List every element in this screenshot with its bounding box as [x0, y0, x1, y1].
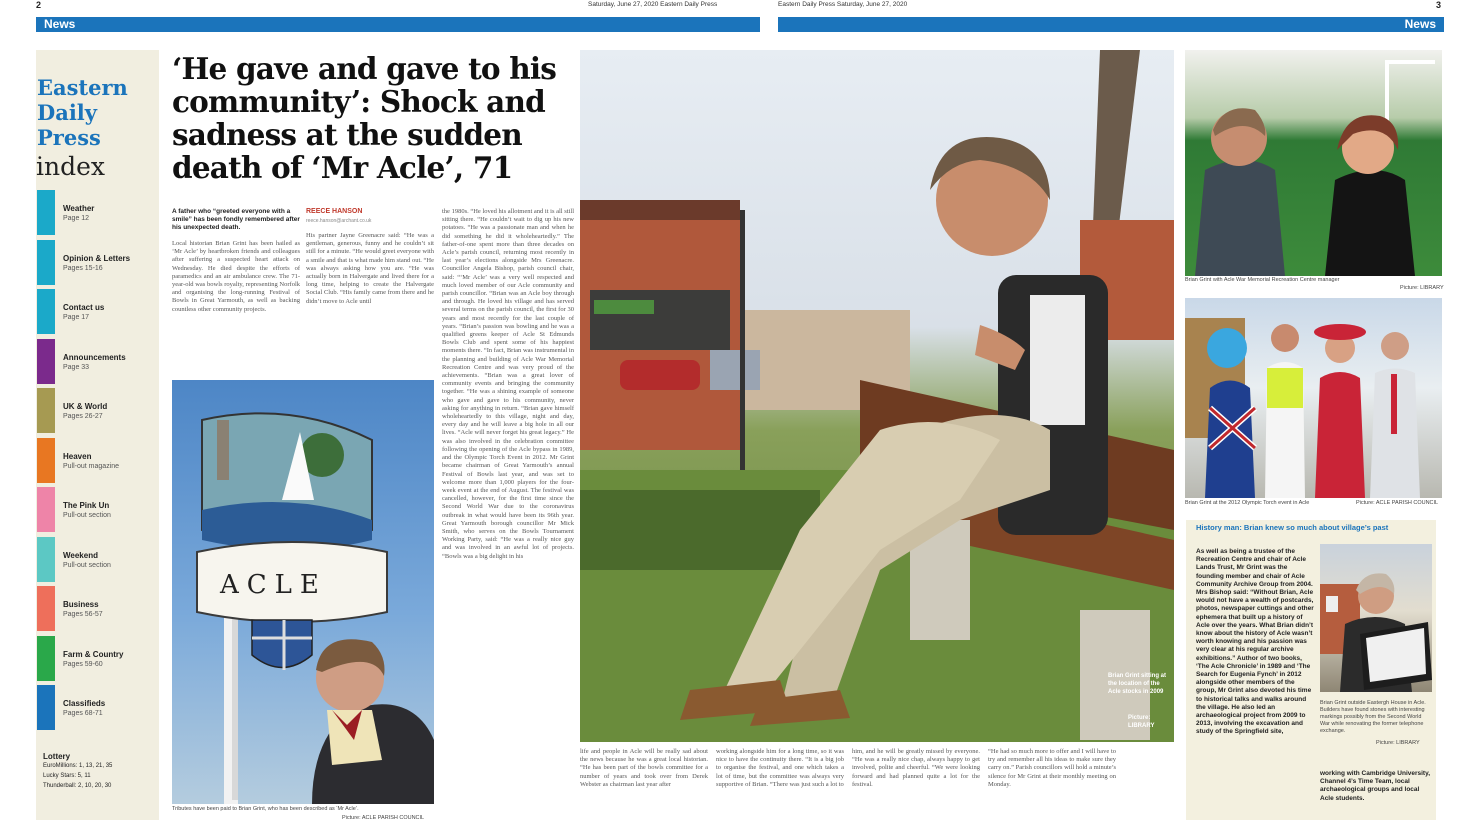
- lottery-line: EuroMillions: 1, 13, 21, 35: [43, 763, 113, 769]
- lottery-line: Thunderball: 2, 10, 20, 30: [43, 783, 112, 789]
- index-item-label: Heaven: [63, 451, 92, 461]
- index-item: [37, 487, 159, 532]
- sign-word: ACLE: [220, 570, 327, 600]
- index-item-label: Business: [63, 600, 99, 609]
- history-photo-caption: Brian Grint outside Eastergh House in Acle. Builders have found stones with interesting markings possibly from the Second World War while renovating the former telephone exchange.: [1320, 700, 1426, 734]
- article-col-6: him, and he will be greatly missed by everyone. “He was a really nice chap, always happy to get involved, polite and cheerful. “We were looking forward and had planned quite a lot for the festival.: [852, 748, 980, 788]
- bench-photo-caption: Brian Grint sitting at the location of the Acle stocks in 2009: [1108, 673, 1167, 695]
- article-col-7: “He had so much more to offer and I will have to try and remember all his ideas to make sure they carry on.” Parish councillors will hold a minute’s silence for Mr Grint at their monthly meeting on Monday.: [988, 748, 1116, 788]
- index-item-label: Announcements: [63, 352, 126, 362]
- olympic-photo: [1185, 298, 1442, 498]
- index-item-page: Pages 15-16: [63, 264, 103, 272]
- index-color-swatch: [37, 289, 55, 334]
- right-page-folio: 3: [1436, 0, 1442, 10]
- index-title: index: [36, 152, 105, 181]
- index-item-label: Weekend: [63, 550, 98, 560]
- history-photo: [1320, 544, 1432, 692]
- index-color-swatch: [37, 388, 55, 433]
- index-item-label: Weather: [63, 204, 95, 213]
- article-col-3: the 1980s. “He loved his allotment and it is all still sitting there. “He couldn’t wait to dig up his new potatoes. “He was a passionate man and when he did something he did it wholeheartedly.” The father-of-one spent more than three decades on Acle’s parish council, returning most recently in last year’s elections alongside Mrs Greenacre. Councillor Angela Bishop, parish council chair, said: “‘Mr Acle’ was a very well respected and much loved member of our Acle community and parish councillor. “Brian was an Acle boy through and through. He loved his village and has served several terms on the parish council, the first for 30 years and most recently for the last couple of years. “Brian’s passion was bowling and he was a qualified greens keeper of Acle St Edmunds Bowls Club and spent some of his happiest moments there. “In fact, Brian was instrumental in the planning and building of Acle War Memorial Recreation Centre and was very proud of the achievements. “Brian was a great lover of community events and bringing the community together. “He was a shining example of someone who gave and gave to his community, never asking for anything in return. “Brian gave himself wholeheartedly to this village, night and day, every day and he will leave a big hole in all our lives. “Acle will never forget his great legacy.” He was also involved in the celebration committee following the opening of the Acle bypass in 1989, and the Olympic Torch Event in 2012. Mr Grint became chairman of Great Yarmouth’s annual Festival of Bowls last year, and was set to welcome more than 1,000 players for the four-week event at the end of August. The festival was cancelled, however, for the first time since the Second World War due to the coronavirus outbreak in what would have been its 96th year. Great Yarmouth borough councillor Mr Mick Smith, who serves on the Bowls Tournament Working Party, said: “He was a really nice guy and was involved in an awful lot of projects. “Bowls was a big delight in his: [442, 208, 574, 560]
- right-section-bar: [778, 17, 1444, 32]
- field-scene: [1185, 50, 1442, 276]
- index-item: [37, 289, 159, 334]
- edp-logo: [37, 75, 128, 150]
- index-item-page: Pages 68-71: [63, 710, 103, 717]
- index-color-swatch: [37, 339, 55, 384]
- index-color-swatch: [37, 190, 55, 235]
- index-item: [37, 339, 159, 384]
- index-item-page: Page 17: [63, 314, 90, 321]
- bench-photo-credit: Picture: LIBRARY: [1128, 715, 1155, 729]
- field-photo: [1185, 50, 1442, 276]
- index-item-page: Pull-out section: [63, 512, 111, 519]
- article-col-2: His partner Jayne Greenacre said: “He was a gentleman, generous, funny and he couldn’t sit still for a minute. “He would greet everyone with a smile and that is what made him stand out. “He was always asking how you are. “He was actually born in Halvergate and lived there for a long time, helping to create the Halvergate Social Club. “His family came from there and he didn’t move to Acle until: [306, 232, 434, 305]
- index-color-swatch: [37, 438, 55, 483]
- index-color-swatch: [37, 636, 55, 681]
- index-item: [37, 388, 159, 433]
- sign-photo-caption: Tributes have been paid to Brian Grint, who has been described as ‘Mr Acle’.: [172, 806, 359, 812]
- index-item: [37, 438, 159, 483]
- left-section-bar: [36, 17, 760, 32]
- history-heading: History man: Brian knew so much about village’s past: [1196, 523, 1389, 532]
- logo-line-1: Eastern: [37, 75, 128, 100]
- index-item-page: Pull-out section: [63, 561, 111, 569]
- left-running-head: Saturday, June 27, 2020 Eastern Daily Press: [588, 1, 718, 8]
- history-text-main: As well as being a trustee of the Recreation Centre and chair of Acle Lands Trust, Mr Grint was the founding member and chair of Acle Community Archive Group from 2004. Mrs Bishop said: “Without Brian, Acle would not have a wealth of postcards, photos, newspaper cuttings and other ephemera that built up a history of Acle over the years. What Brian didn’t know about the history of Acle wasn’t worth knowing and his passion was very clear at his regular archive exhibitions.” Author of two books, ‘The Acle Chronicle’ in 1989 and ‘The Search for Eugenia Fynch’ in 2012 alongside other members of the group, Mr Grint also devoted his time to historical talks and walks around the village. He also led an archaeological project from 2009 to 2013, involving the excavation and study of the Springfield site,: [1196, 548, 1314, 736]
- index-item-page: Page 33: [63, 363, 90, 371]
- field-photo-caption: Brian Grint with Acle War Memorial Recreation Centre manager: [1185, 277, 1340, 283]
- lottery-box: [37, 752, 159, 791]
- logo-line-3: Press: [37, 125, 101, 150]
- index-color-swatch: [37, 487, 55, 532]
- lottery-title: Lottery: [43, 752, 71, 761]
- index-item: [37, 685, 159, 730]
- index-item: [37, 190, 159, 235]
- article-byline: REECE HANSON: [306, 208, 363, 215]
- right-section-label: News: [1404, 17, 1436, 31]
- sign-photo-credit: Picture: ACLE PARISH COUNCIL: [342, 815, 425, 821]
- history-scene: [1320, 544, 1432, 692]
- byline-contact: reece.hanson@archant.co.uk: [306, 218, 372, 224]
- index-item-label: Opinion & Letters: [63, 253, 131, 263]
- article-col-4: life and people in Acle will be really sad about the news because he was a great local historian. “He has been part of the bowls committee for a number of years and took over from Derek Webster as chairman last year after: [580, 748, 708, 788]
- index-item-page: Pages 26-27: [63, 413, 103, 420]
- bench-scene: [580, 50, 1174, 742]
- index-item-page: Page 12: [63, 215, 90, 222]
- index-item-label: UK & World: [63, 402, 108, 411]
- olympic-photo-caption: Brian Grint at the 2012 Olympic Torch event in Acle: [1185, 500, 1310, 506]
- article-standfirst: A father who “greeted everyone with a smile” has been fondly remembered after his unexpected death.: [172, 208, 300, 231]
- index-color-swatch: [37, 240, 55, 285]
- bench-photo: [580, 50, 1174, 742]
- index-item-page: Pages 59-60: [63, 660, 103, 668]
- index-item-page: Pages 56-57: [63, 611, 103, 618]
- article-col-1: Local historian Brian Grint has been hailed as ‘Mr Acle’ by heartbroken friends and colleagues after suffering a suspected heart attack on Wednesday. He died despite the efforts of paramedics and an air ambulance crew. The 71-year-old was bowls royalty, representing Norfolk and organising the long-running Festival of Bowls in Great Yarmouth, as well as backing countless other community projects.: [172, 240, 300, 313]
- index-item: [37, 586, 159, 631]
- index-item-page: Pull-out magazine: [63, 462, 120, 470]
- lottery-line: Lucky Stars: 5, 11: [43, 773, 91, 779]
- right-running-head: Eastern Daily Press Saturday, June 27, 2020: [778, 1, 908, 8]
- index-color-swatch: [37, 586, 55, 631]
- logo-line-2: Daily: [37, 100, 97, 125]
- index-item-label: Classifieds: [63, 699, 106, 708]
- history-text-end: working with Cambridge University, Channel 4’s Time Team, local archaeological groups and local Acle students.: [1320, 770, 1431, 802]
- index-item-label: Contact us: [63, 303, 105, 312]
- left-page-folio: 2: [36, 0, 42, 10]
- field-photo-credit: Picture: LIBRARY: [1400, 285, 1444, 291]
- history-photo-credit: Picture: LIBRARY: [1376, 740, 1420, 746]
- index-item-label: Farm & Country: [63, 649, 124, 659]
- acle-sign-photo: [172, 380, 434, 804]
- left-section-label: News: [44, 17, 76, 31]
- index-item: [37, 537, 159, 582]
- olympic-photo-credit: Picture: ACLE PARISH COUNCIL: [1356, 500, 1439, 506]
- index-color-swatch: [37, 685, 55, 730]
- index-item: [37, 240, 159, 285]
- index-color-swatch: [37, 537, 55, 582]
- index-item-label: The Pink Un: [63, 501, 110, 510]
- article-headline: ‘He gave and gave to his community’: Shock and sadness at the sudden death of ‘Mr Acle’, 71: [172, 51, 557, 185]
- article-col-5: working alongside him for a long time, so it was nice to have the continuity there. “It is a big job to organise the festival, and one which takes a lot of time, but the committee was always very supportive of Brian. “There was just such a lot to: [716, 748, 844, 788]
- olympic-scene: [1185, 298, 1442, 498]
- index-item: [37, 636, 159, 681]
